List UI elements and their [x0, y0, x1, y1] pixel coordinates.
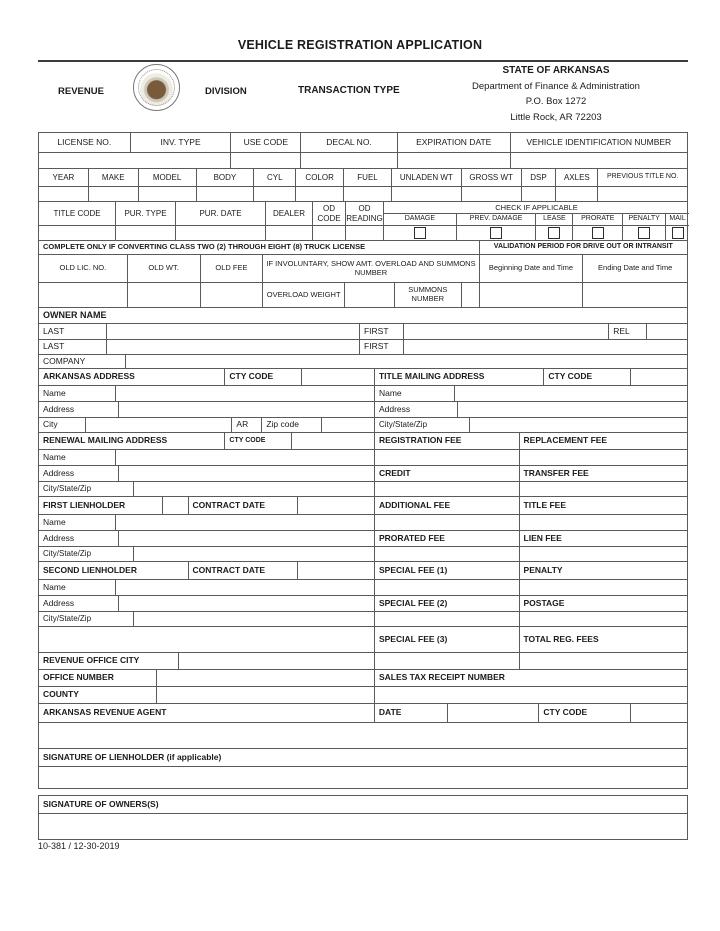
- agency-address-block: [424, 63, 688, 125]
- input-cell[interactable]: [39, 187, 89, 201]
- csz-input[interactable]: [134, 547, 375, 561]
- input-cell[interactable]: [89, 187, 139, 201]
- renewal-address-header: RENEWAL MAILING ADDRESS: [39, 433, 225, 449]
- owners-signature-row: [39, 814, 687, 839]
- summons-number-input[interactable]: [462, 283, 480, 307]
- county-input[interactable]: [157, 687, 375, 703]
- name-input[interactable]: [116, 386, 375, 401]
- fee-label: LIEN FEE: [523, 532, 562, 543]
- fee-label: REPLACEMENT FEE: [523, 435, 608, 446]
- lienholder-signature-row: [39, 767, 687, 789]
- lien2-header-row: [39, 562, 687, 580]
- check-if-applicable-group: [383, 202, 689, 240]
- input-cell[interactable]: [522, 187, 557, 201]
- field-label: DSP: [522, 169, 557, 186]
- field-label: FUEL: [344, 169, 392, 186]
- begin-datetime-label: Beginning Date and Time: [480, 255, 584, 282]
- lienholder-signature-label-row: [39, 749, 687, 767]
- field-label: INV. TYPE: [131, 133, 232, 152]
- owners-signature-input[interactable]: [39, 814, 687, 839]
- purchase-check-row: [39, 202, 687, 241]
- city-input[interactable]: [86, 418, 233, 432]
- vehicle-spec-header-row: [39, 169, 687, 187]
- prorate-checkbox[interactable]: [592, 227, 604, 239]
- lien1-name-row: [39, 515, 687, 531]
- company-row: [39, 355, 687, 369]
- cty-code-input[interactable]: [302, 369, 375, 385]
- header-divider: [38, 60, 688, 62]
- input-cell[interactable]: [296, 187, 344, 201]
- division-label: DIVISION: [205, 86, 247, 97]
- county-row: [39, 687, 687, 704]
- field-label: Name: [39, 515, 116, 530]
- field-label: City/State/Zip: [375, 418, 470, 432]
- checkbox-cell: [623, 226, 666, 240]
- cty-code-input[interactable]: [631, 369, 687, 385]
- fee-input[interactable]: [375, 580, 520, 595]
- fee-input[interactable]: [375, 450, 520, 465]
- field-label: LEASE: [536, 214, 573, 225]
- name-input[interactable]: [455, 386, 687, 401]
- field-label: COLOR: [296, 169, 344, 186]
- begin-datetime-input[interactable]: [480, 283, 584, 307]
- field-label: OLD LIC. NO.: [39, 255, 128, 282]
- input-cell[interactable]: [266, 226, 313, 240]
- contract-date-input[interactable]: [298, 497, 375, 514]
- fee-input[interactable]: [520, 482, 687, 496]
- lienholder-signature-label: SIGNATURE OF LIENHOLDER (if applicable): [43, 751, 222, 762]
- lien2-csz-row: [39, 612, 687, 627]
- vin-input[interactable]: [511, 153, 687, 168]
- truck-conversion-header-row: [39, 241, 687, 255]
- end-datetime-input[interactable]: [583, 283, 687, 307]
- field-label: PUR. TYPE: [116, 202, 176, 225]
- field-label: USE CODE: [231, 133, 301, 152]
- date-label: DATE: [375, 704, 448, 722]
- blank-cell: [39, 627, 375, 652]
- input-cell[interactable]: [163, 497, 189, 514]
- field-label: Address: [39, 531, 119, 546]
- first-name-input[interactable]: [404, 340, 687, 354]
- vehicle-spec-input-row: [39, 187, 687, 202]
- fee-label: TITLE FEE: [523, 499, 567, 510]
- fee-label: CREDIT: [375, 466, 520, 481]
- field-label: LICENSE NO.: [39, 133, 131, 152]
- city-state-zip: Little Rock, AR 72203: [510, 111, 602, 123]
- field-label: DECAL NO.: [301, 133, 398, 152]
- revenue-office-city-input[interactable]: [179, 653, 375, 669]
- lien2-address-row: [39, 596, 687, 612]
- field-label: Address: [39, 596, 119, 611]
- office-label: OFFICE NUMBER: [39, 670, 157, 686]
- zip-input[interactable]: [322, 418, 375, 432]
- state-label: AR: [232, 418, 262, 432]
- field-label: Zip code: [262, 418, 322, 432]
- purchase-info-group: [39, 202, 383, 240]
- expiration-date-input[interactable]: [398, 153, 511, 168]
- revenue-agent-row: [39, 704, 687, 723]
- old-license-label-row: [39, 255, 687, 283]
- checkbox-cell: [666, 226, 689, 240]
- office-number-row: [39, 670, 687, 687]
- owner-name-row-2: [39, 340, 687, 355]
- lienholder-signature-input[interactable]: [39, 767, 687, 788]
- owner-name-row-1: [39, 324, 687, 340]
- field-label: City/State/Zip: [39, 482, 134, 496]
- field-label: AXLES: [556, 169, 598, 186]
- input-cell[interactable]: [197, 187, 255, 201]
- fee-label: TRANSFER FEE: [523, 467, 589, 478]
- input-cell[interactable]: [462, 187, 522, 201]
- cty-code-label: CTY CODE: [225, 433, 292, 449]
- sales-tax-input[interactable]: [375, 687, 687, 703]
- checkbox-cell: [536, 226, 573, 240]
- name-input[interactable]: [116, 515, 375, 530]
- checkbox-cell: [457, 226, 537, 240]
- vehicle-id-input-row: [39, 153, 687, 169]
- title-mailing-header: TITLE MAILING ADDRESS: [375, 369, 544, 385]
- field-label: Name: [39, 580, 116, 595]
- field-label: Name: [375, 386, 455, 401]
- arkansas-state-seal-icon: [133, 64, 180, 111]
- use-code-input[interactable]: [231, 153, 301, 168]
- prev-damage-checkbox[interactable]: [490, 227, 502, 239]
- field-label: OD CODE: [313, 202, 346, 225]
- license-no-input[interactable]: [39, 153, 231, 168]
- overload-weight-label: OVERLOAD WEIGHT: [263, 283, 345, 307]
- vehicle-id-header-row: [39, 133, 687, 153]
- lien1-address-row: [39, 531, 687, 547]
- fee-input[interactable]: [375, 547, 520, 561]
- fee-input[interactable]: [520, 515, 687, 530]
- penalty-checkbox[interactable]: [638, 227, 650, 239]
- renewal-address-row: [39, 466, 687, 482]
- fee-input[interactable]: [375, 515, 520, 530]
- field-label: DAMAGE: [384, 214, 457, 225]
- field-label: YEAR: [39, 169, 89, 186]
- field-label: PUR. DATE: [176, 202, 266, 225]
- decal-no-input[interactable]: [301, 153, 398, 168]
- field-label: FIRST: [360, 340, 404, 354]
- checkbox-cell: [384, 226, 457, 240]
- field-label: BODY: [197, 169, 255, 186]
- cty-code-label: CTY CODE: [539, 704, 631, 722]
- field-label: PREV. DAMAGE: [457, 214, 537, 225]
- field-label: MAIL: [669, 215, 686, 223]
- lease-checkbox[interactable]: [548, 227, 560, 239]
- input-cell[interactable]: [139, 187, 197, 201]
- date-input[interactable]: [448, 704, 540, 722]
- address-city-row: [39, 418, 687, 433]
- revenue-label: REVENUE: [58, 86, 104, 97]
- field-label: CYL: [254, 169, 296, 186]
- cty-code-input[interactable]: [631, 704, 687, 722]
- address-input[interactable]: [119, 596, 375, 611]
- revenue-office-city-row: [39, 653, 687, 670]
- csz-input[interactable]: [470, 418, 687, 432]
- first-lienholder-header: FIRST LIENHOLDER: [39, 497, 163, 514]
- field-label: OLD WT.: [128, 255, 201, 282]
- field-label: PRORATE: [573, 214, 623, 225]
- owner-name-header: OWNER NAME: [43, 310, 107, 321]
- contract-date-label: CONTRACT DATE: [189, 497, 299, 514]
- name-input[interactable]: [116, 580, 375, 595]
- summons-number-label: SUMMONS NUMBER: [395, 283, 462, 307]
- validation-period-header: VALIDATION PERIOD FOR DRIVE OUT OR INTRANSIT: [493, 243, 673, 251]
- fee-input[interactable]: [520, 580, 687, 595]
- overload-weight-input[interactable]: [345, 283, 395, 307]
- lien1-csz-row: [39, 547, 687, 562]
- checkbox-cell: [573, 226, 623, 240]
- address-input[interactable]: [119, 466, 375, 481]
- registration-form-table: [38, 132, 688, 789]
- fee-label: REGISTRATION FEE: [375, 433, 520, 449]
- contract-date-label: CONTRACT DATE: [189, 562, 299, 579]
- address-name-row: [39, 386, 687, 402]
- field-label: PENALTY: [623, 214, 666, 225]
- company-input[interactable]: [126, 355, 687, 368]
- input-cell[interactable]: [176, 226, 266, 240]
- csz-input[interactable]: [134, 612, 375, 626]
- owners-signature-label: SIGNATURE OF OWNERS(S): [43, 798, 159, 809]
- po-box: P.O. Box 1272: [525, 96, 587, 107]
- field-label: MODEL: [139, 169, 197, 186]
- fee-input[interactable]: [520, 450, 687, 465]
- input-cell[interactable]: [392, 187, 462, 201]
- involuntary-note: IF INVOLUNTARY, SHOW AMT. OVERLOAD AND SUMMONS NUMBER: [263, 255, 479, 282]
- check-group-header: CHECK IF APPLICABLE: [384, 202, 689, 214]
- second-lienholder-header: SECOND LIENHOLDER: [39, 562, 189, 579]
- fee-input[interactable]: [520, 547, 687, 561]
- fee-input[interactable]: [375, 612, 520, 626]
- field-label: PREVIOUS TITLE NO.: [606, 173, 679, 181]
- blank-cell: [39, 723, 687, 748]
- spacer-row: [39, 723, 687, 749]
- field-label: EXPIRATION DATE: [398, 133, 511, 152]
- input-cell[interactable]: [201, 283, 264, 307]
- input-cell[interactable]: [39, 226, 116, 240]
- transaction-type-label: TRANSACTION TYPE: [298, 85, 400, 96]
- field-label: City/State/Zip: [39, 612, 134, 626]
- mail-checkbox[interactable]: [672, 227, 684, 239]
- fee-label: TOTAL REG. FEES: [523, 633, 599, 644]
- field-label: REL: [609, 324, 647, 339]
- fee-label: PENALTY: [523, 564, 563, 575]
- field-label: LAST: [39, 340, 107, 354]
- address-input[interactable]: [458, 402, 687, 417]
- input-cell[interactable]: [254, 187, 296, 201]
- field-label: TITLE CODE: [39, 202, 116, 225]
- field-label: Address: [375, 402, 458, 417]
- input-cell[interactable]: [598, 187, 687, 201]
- field-label: LAST: [39, 324, 107, 339]
- owner-name-header-row: [39, 308, 687, 324]
- renewal-csz-row: [39, 482, 687, 497]
- fee-label: SPECIAL FEE (3): [375, 627, 520, 652]
- field-label: COMPANY: [39, 355, 126, 368]
- field-label: VEHICLE IDENTIFICATION NUMBER: [526, 136, 672, 147]
- first-name-input[interactable]: [404, 324, 609, 339]
- renewal-name-row: [39, 450, 687, 466]
- field-label: OD READING: [346, 204, 383, 223]
- input-cell[interactable]: [39, 283, 128, 307]
- field-label: Name: [39, 450, 116, 465]
- arkansas-address-header: ARKANSAS ADDRESS: [39, 369, 225, 385]
- input-cell[interactable]: [128, 283, 201, 307]
- cty-code-input[interactable]: [292, 433, 375, 449]
- renewal-header-row: [39, 433, 687, 450]
- sales-tax-label: SALES TAX RECEIPT NUMBER: [378, 672, 505, 683]
- cty-code-label: CTY CODE: [544, 369, 631, 385]
- name-input[interactable]: [116, 450, 375, 465]
- last-name-input[interactable]: [107, 340, 360, 354]
- owners-signature-block: [38, 795, 688, 840]
- page-title: VEHICLE REGISTRATION APPLICATION: [237, 38, 483, 52]
- end-datetime-label: Ending Date and Time: [598, 263, 673, 273]
- fee-label: SPECIAL FEE (2): [375, 596, 520, 611]
- last-name-input[interactable]: [107, 324, 360, 339]
- csz-input[interactable]: [134, 482, 375, 496]
- field-label: OLD FEE: [201, 255, 264, 282]
- revenue-agent-label: ARKANSAS REVENUE AGENT: [39, 704, 375, 722]
- fee-input[interactable]: [375, 653, 520, 669]
- overload-summons-row: [39, 283, 687, 308]
- special-fee-3-row: [39, 627, 687, 653]
- field-label: FIRST: [360, 324, 404, 339]
- address-street-row: [39, 402, 687, 418]
- field-label: City: [39, 418, 86, 432]
- lien1-header-row: [39, 497, 687, 515]
- field-label: Address: [39, 402, 119, 417]
- department-name: Department of Finance & Administration: [472, 80, 640, 92]
- field-label: Name: [39, 386, 116, 401]
- field-label: Address: [39, 466, 119, 481]
- fee-input[interactable]: [375, 482, 520, 496]
- fee-label: SPECIAL FEE (1): [375, 562, 520, 579]
- input-cell[interactable]: [344, 187, 392, 201]
- input-cell[interactable]: [556, 187, 598, 201]
- fee-input[interactable]: [520, 653, 687, 669]
- fee-label: PRORATED FEE: [375, 531, 520, 546]
- office-label: REVENUE OFFICE CITY: [39, 653, 179, 669]
- damage-checkbox[interactable]: [414, 227, 426, 239]
- form-number: 10-381 / 12-30-2019: [38, 841, 120, 851]
- truck-conversion-header: COMPLETE ONLY IF CONVERTING CLASS TWO (2) THROUGH EIGHT (8) TRUCK LICENSE: [39, 241, 480, 254]
- address-input[interactable]: [119, 402, 375, 417]
- field-label: City/State/Zip: [39, 547, 134, 561]
- input-cell[interactable]: [116, 226, 176, 240]
- contract-date-input[interactable]: [298, 562, 375, 579]
- cty-code-label: CTY CODE: [225, 369, 302, 385]
- office-label: COUNTY: [39, 687, 157, 703]
- field-label: GROSS WT: [462, 169, 522, 186]
- fee-label: POSTAGE: [523, 597, 565, 608]
- rel-input[interactable]: [647, 324, 687, 339]
- fee-label: ADDITIONAL FEE: [375, 497, 520, 514]
- field-label: UNLADEN WT: [392, 169, 462, 186]
- address-input[interactable]: [119, 531, 375, 546]
- field-label: DEALER: [266, 202, 313, 225]
- input-cell[interactable]: [313, 226, 346, 240]
- input-cell[interactable]: [346, 226, 383, 240]
- state-name: STATE OF ARKANSAS: [502, 65, 610, 76]
- address-header-row: [39, 369, 687, 386]
- office-number-input[interactable]: [157, 670, 375, 686]
- lien2-name-row: [39, 580, 687, 596]
- field-label: MAKE: [89, 169, 139, 186]
- owners-signature-label-row: [39, 796, 687, 814]
- fee-input[interactable]: [520, 612, 687, 626]
